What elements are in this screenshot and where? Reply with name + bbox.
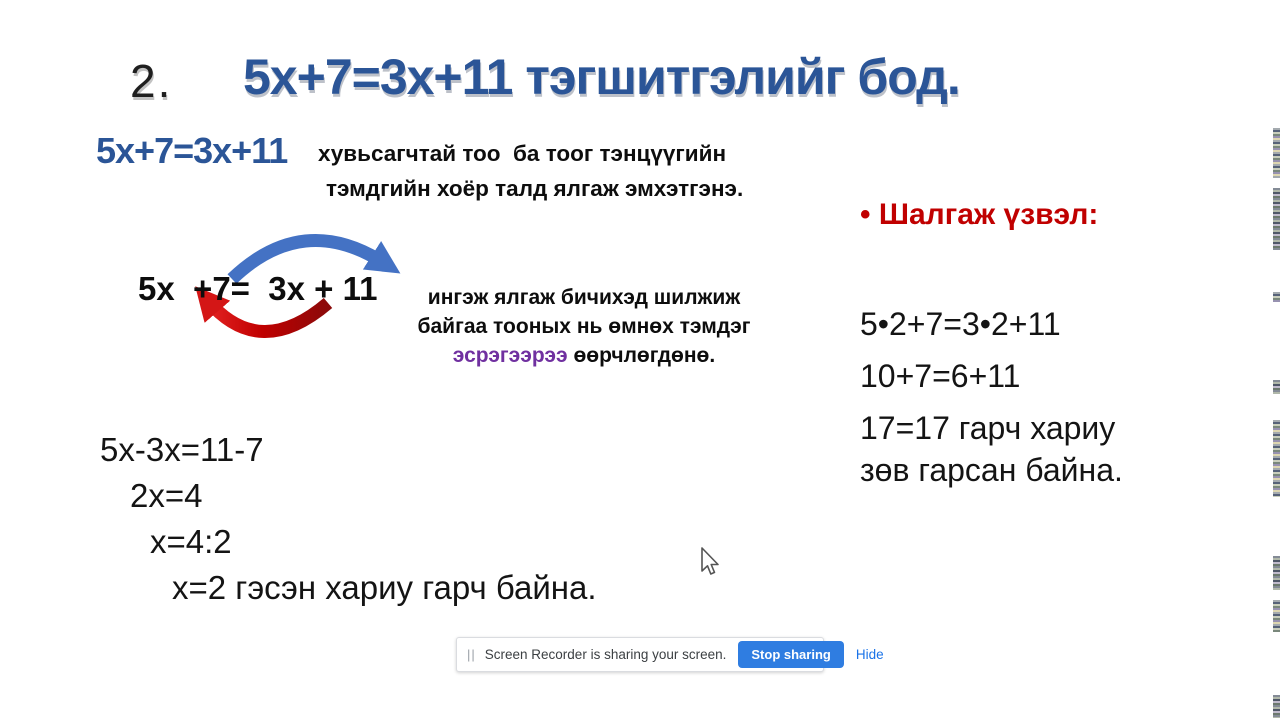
right-edge-artifact bbox=[1273, 188, 1280, 250]
drag-handle-icon[interactable]: || bbox=[467, 647, 476, 662]
note-highlight-word: эсрэгээрээ bbox=[452, 344, 568, 367]
note-line2: байгаа тооных нь өмнөх тэмдэг bbox=[417, 315, 751, 338]
solution-step-2: 2х=4 bbox=[130, 477, 203, 514]
intro-equation: 5х+7=3х+11 bbox=[96, 130, 288, 171]
hide-link[interactable]: Hide bbox=[855, 647, 884, 662]
stop-sharing-button[interactable]: Stop sharing bbox=[738, 641, 843, 668]
solution-step-1: 5х-3х=11-7 bbox=[100, 431, 264, 468]
check-step-1: 5•2+7=3•2+11 bbox=[860, 306, 1061, 342]
check-steps bbox=[860, 303, 1166, 501]
right-edge-artifact bbox=[1273, 695, 1280, 718]
intro-text-line2: тэмдгийн хоёр талд ялгаж эмхэтгэнэ. bbox=[326, 176, 744, 201]
note-line3 bbox=[408, 341, 760, 370]
solution-steps bbox=[100, 427, 597, 611]
right-edge-artifact bbox=[1273, 128, 1280, 178]
right-edge-artifact bbox=[1273, 292, 1280, 302]
title-number: 2. bbox=[130, 55, 173, 107]
intro-text-line1: хувьсагчтай тоо ба тоог тэнцүүгийн bbox=[318, 141, 727, 166]
right-edge-artifact bbox=[1273, 380, 1280, 394]
check-step-2: 10+7=6+11 bbox=[860, 358, 1021, 394]
solution-step-3: х=4:2 bbox=[150, 523, 232, 560]
transfer-equation: 5х +7= 3х + 11 bbox=[138, 270, 378, 307]
screen-share-bar bbox=[456, 637, 884, 672]
check-step-3: 17=17 гарч хариу зөв гарсан байна. bbox=[860, 410, 1123, 488]
note-line3-rest: өөрчлөгдөнө. bbox=[567, 344, 716, 367]
right-edge-artifact bbox=[1273, 556, 1280, 590]
page-title: 5х+7=3х+11 тэгшитгэлийг бод. bbox=[243, 49, 960, 105]
right-edge-artifact bbox=[1273, 600, 1280, 632]
share-message: Screen Recorder is sharing your screen. bbox=[484, 647, 727, 662]
note-line1: ингэж ялгаж бичихэд шилжиж bbox=[427, 286, 741, 309]
check-heading: • Шалгаж үзвэл: bbox=[860, 198, 1099, 231]
mouse-cursor-icon bbox=[698, 546, 720, 578]
right-edge-artifact bbox=[1273, 420, 1280, 497]
solution-step-4: х=2 гэсэн хариу гарч байна. bbox=[172, 569, 597, 606]
transfer-note bbox=[408, 283, 760, 370]
